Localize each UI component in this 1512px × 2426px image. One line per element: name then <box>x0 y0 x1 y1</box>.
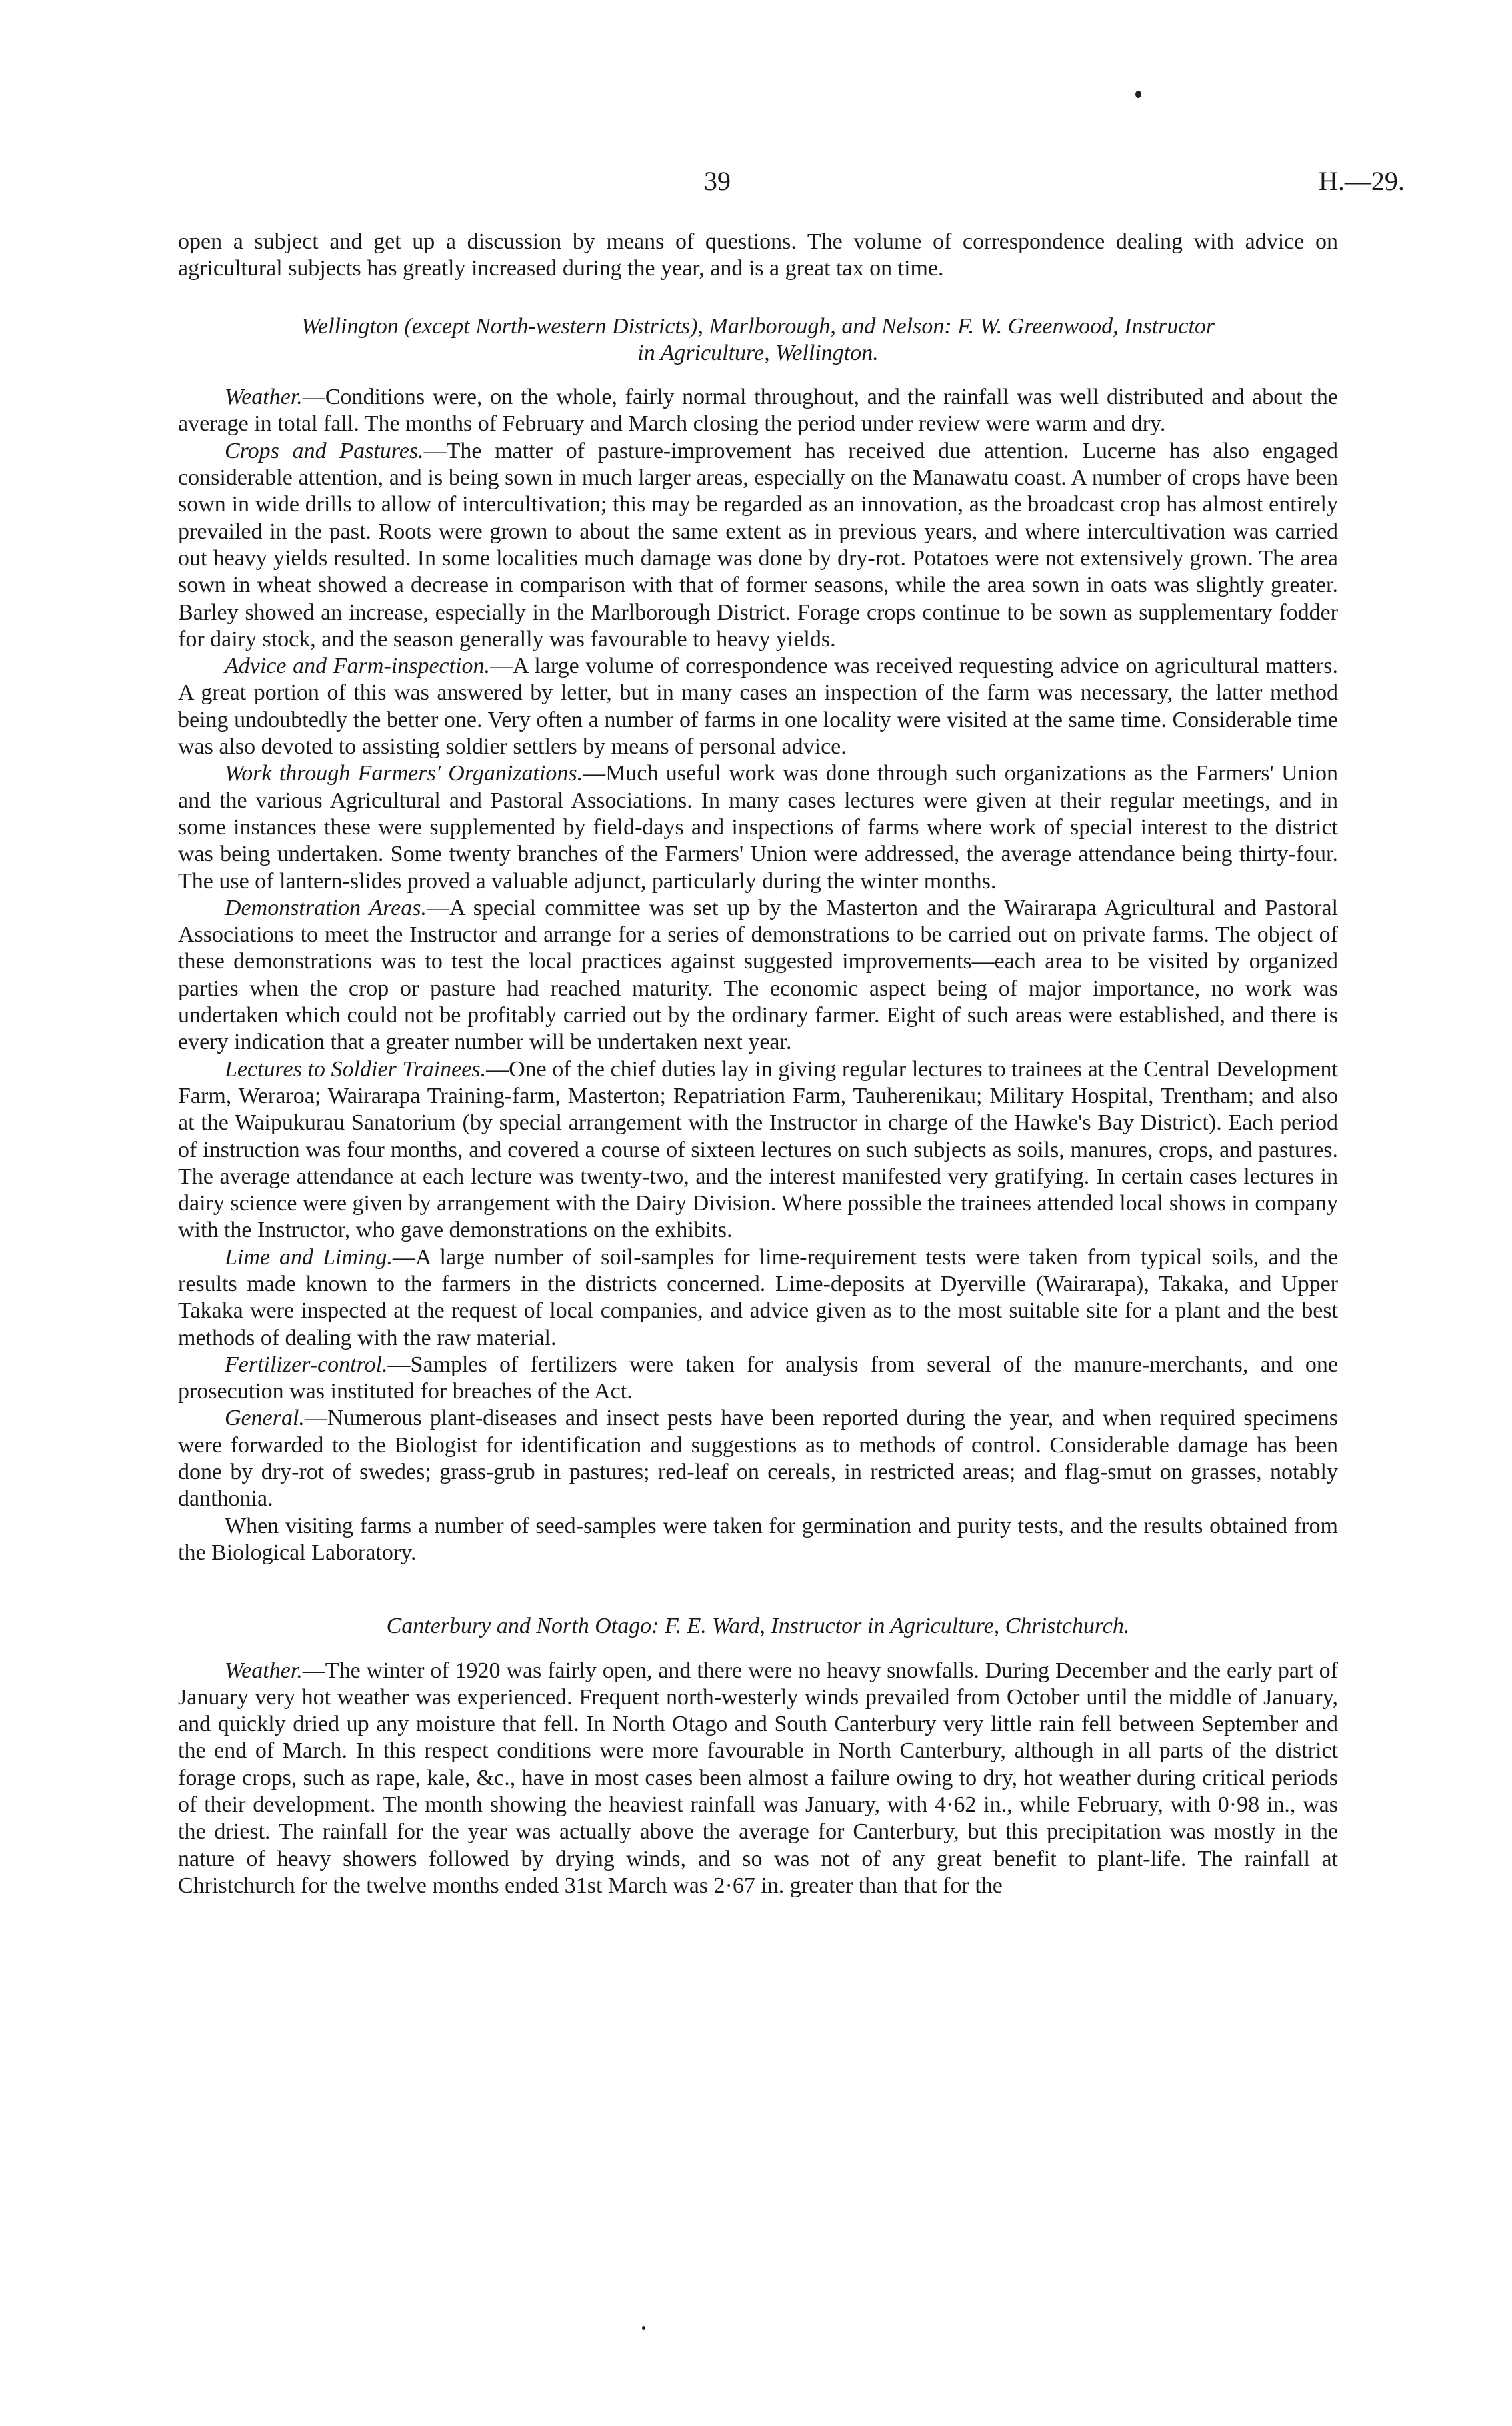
paragraph-heading: Weather. <box>225 1658 303 1683</box>
paragraph-lime-liming <box>178 1244 1338 1352</box>
paragraph-weather <box>178 384 1338 438</box>
paragraph-heading: Crops and Pastures. <box>225 438 424 463</box>
paragraph-heading: Demonstration Areas. <box>225 895 427 920</box>
paragraph-advice-farm-inspection <box>178 653 1338 760</box>
paragraph-text: —A large number of soil-samples for lime-requirement tests were taken from typical soils, and the results made known to the farmers in the districts concerned. Lime-deposits at Dyerville (Wairarapa), Takaka, and Upper Takaka were inspected at the request of local companies, and advice given as to the most suitable site for a plant and the best methods of dealing with the raw material. <box>178 1244 1339 1350</box>
paragraph-heading: Work through Farmers' Organizations. <box>225 761 583 786</box>
paragraph-text: —Conditions were, on the whole, fairly normal throughout, and the rainfall was well distributed and about the average in total fall. The months of February and March closing the period under review were warm and dry. <box>178 385 1338 437</box>
page-number: 39 <box>704 166 731 196</box>
paragraph-heading: Advice and Farm-inspection. <box>225 654 491 679</box>
paragraph-demonstration-areas <box>178 895 1338 1056</box>
paragraph-heading: Weather. <box>225 385 303 410</box>
paragraph-heading: General. <box>225 1406 305 1431</box>
paragraph-fertilizer-control <box>178 1352 1338 1406</box>
paragraph-text: When visiting farms a number of seed-samples were taken for germination and purity tests, and the results obtained from the Biological Laboratory. <box>178 1513 1338 1565</box>
paragraph-text: —The matter of pasture-improvement has received due attention. Lucerne has also engaged considerable attention, and is being sown in much larger areas, especially on the Manawatu coast. A number of crops have been sown in wide drills to allow of intercultivation; this may be regarded as an innovation, as the broadcast crop has almost entirely prevailed in the past. Roots were grown to about the same extent as in previous years, and where intercultivation was carried out heavy yields resulted. In some localities much damage was done by dry-rot. Potatoes were not extensively grown. The area sown in wheat showed a decrease in comparison with that of former seasons, while the area sown in oats was slightly greater. Barley showed an increase, especially in the Marlborough District. Forage crops continue to be sown as supplementary fodder for dairy stock, and the season generally was favourable to heavy yields. <box>178 438 1338 652</box>
speck-mark <box>1135 91 1141 98</box>
paragraph-text: —One of the chief duties lay in giving regular lectures to trainees at the Central Development Farm, Weraroa; Wairarapa Training-farm, Masterton; Repatriation Farm, Tauherenikau; Military Hospital, Trentham; and also at the Waipukurau Sanatorium (by special arrangement with the Instructor in charge of the Hawke's Bay District). Each period of instruction was four months, and covered a course of sixteen lectures on such subjects as soils, manures, crops, and pastures. The average attendance at each lecture was twenty-two, and the interest manifested very gratifying. In certain cases lectures in dairy science were given by arrangement with the Dairy Division. Where possible the trainees attended local shows in company with the Instructor, who gave demonstrations on the exhibits. <box>178 1056 1338 1243</box>
paragraph-heading: Lime and Liming. <box>225 1244 393 1270</box>
paragraph-text: —Samples of fertilizers were taken for analysis from several of the manure-merchants, and one prosecution was instituted for breaches of the Act. <box>178 1352 1338 1404</box>
paragraph-text: —A special committee was set up by the Masterton and the Wairarapa Agricultural and Pastoral Associations to meet the Instructor and arrange for a series of demonstrations to be carried out on private farms. The object of these demonstrations was to test the local practices against suggested improvements—each area to be visited by organized parties when the crop or pasture had reached maturity. The economic aspect being of major importance, no work was undertaken which could not be profitably carried out by the ordinary farmer. Eight of such areas were established, and there is every indication that a greater number will be undertaken next year. <box>178 895 1338 1055</box>
section-title-line: Canterbury and North Otago: F. E. Ward, Instructor in Agriculture, Christchurch. <box>386 1614 1130 1639</box>
paragraph-text: —Much useful work was done through such organizations as the Farmers' Union and the various Agricultural and Pastoral Associations. In many cases lectures were given at their regular meetings, and in some instances these were supplemented by field-days and inspections of farms where work of special interest to the district was being undertaken. Some twenty branches of the Farmers' Union were addressed, the average attendance being thirty-four. The use of lantern-slides proved a valuable adjunct, particularly during the winter months. <box>178 761 1338 894</box>
paragraph-seed-samples <box>178 1513 1338 1567</box>
section-title-line: Wellington (except North-western Districts), Marlborough, and Nelson: F. W. Greenwood, Instructor <box>301 313 1215 339</box>
paragraph-heading: Fertilizer-control. <box>225 1352 388 1377</box>
section-title-canterbury <box>178 1613 1338 1640</box>
paragraph-text: —The winter of 1920 was fairly open, and there were no heavy snowfalls. During December and the early part of January very hot weather was experienced. Frequent north-westerly winds prevailed from October until the middle of January, and quickly dried up any moisture that fell. In North Otago and South Canterbury very little rain fell between September and the end of March. In this respect conditions were more favourable in North Canterbury, although in all parts of the district forage crops, such as rape, kale, &c., have in most cases been almost a failure owing to dry, hot weather during critical periods of their development. The month showing the heaviest rainfall was January, with 4·62 in., while February, with 0·98 in., was the driest. The rainfall for the year was actually above the average for Canterbury, but this precipitation was mostly in the nature of heavy showers followed by drying winds, and so was not of any great benefit to plant-life. The rainfall at Christchurch for the twelve months ended 31st March was 2·67 in. greater than that for the <box>178 1658 1338 1898</box>
paragraph-crops-pastures <box>178 438 1338 653</box>
paragraph-canterbury-weather <box>178 1658 1338 1900</box>
paragraph-general <box>178 1405 1338 1512</box>
paragraph-text: —A large volume of correspondence was received requesting advice on agricultural matters. A great portion of this was answered by letter, but in many cases an inspection of the farm was necessary, the latter method being undoubtedly the better one. Very often a number of farms in one locality were visited at the same time. Considerable time was also devoted to assisting soldier settlers by means of personal advice. <box>178 654 1338 760</box>
report-code: H.—29. <box>1319 166 1405 196</box>
paragraph-soldier-trainees <box>178 1056 1338 1244</box>
intro-paragraph: open a subject and get up a discussion by means of questions. The volume of correspondence dealing with advice on agricultural subjects has greatly increased during the year, and is a great tax on time. <box>178 229 1338 281</box>
section-title-line: in Agriculture, Wellington. <box>637 340 879 365</box>
paragraph-heading: Lectures to Soldier Trainees. <box>225 1056 487 1082</box>
page-body <box>178 229 1338 1899</box>
paragraph-text: —Numerous plant-diseases and insect pests have been reported during the year, and when required specimens were forwarded to the Biologist for identification and suggestions as to methods of control. Considerable damage has been done by dry-rot of swedes; grass-grub in pastures; red-leaf on cereals, in restricted areas; and flag-smut on grasses, notably danthonia. <box>178 1406 1338 1512</box>
section-title-wellington <box>178 313 1338 367</box>
speck-mark <box>642 2326 645 2330</box>
paragraph-farmers-organizations <box>178 760 1338 894</box>
